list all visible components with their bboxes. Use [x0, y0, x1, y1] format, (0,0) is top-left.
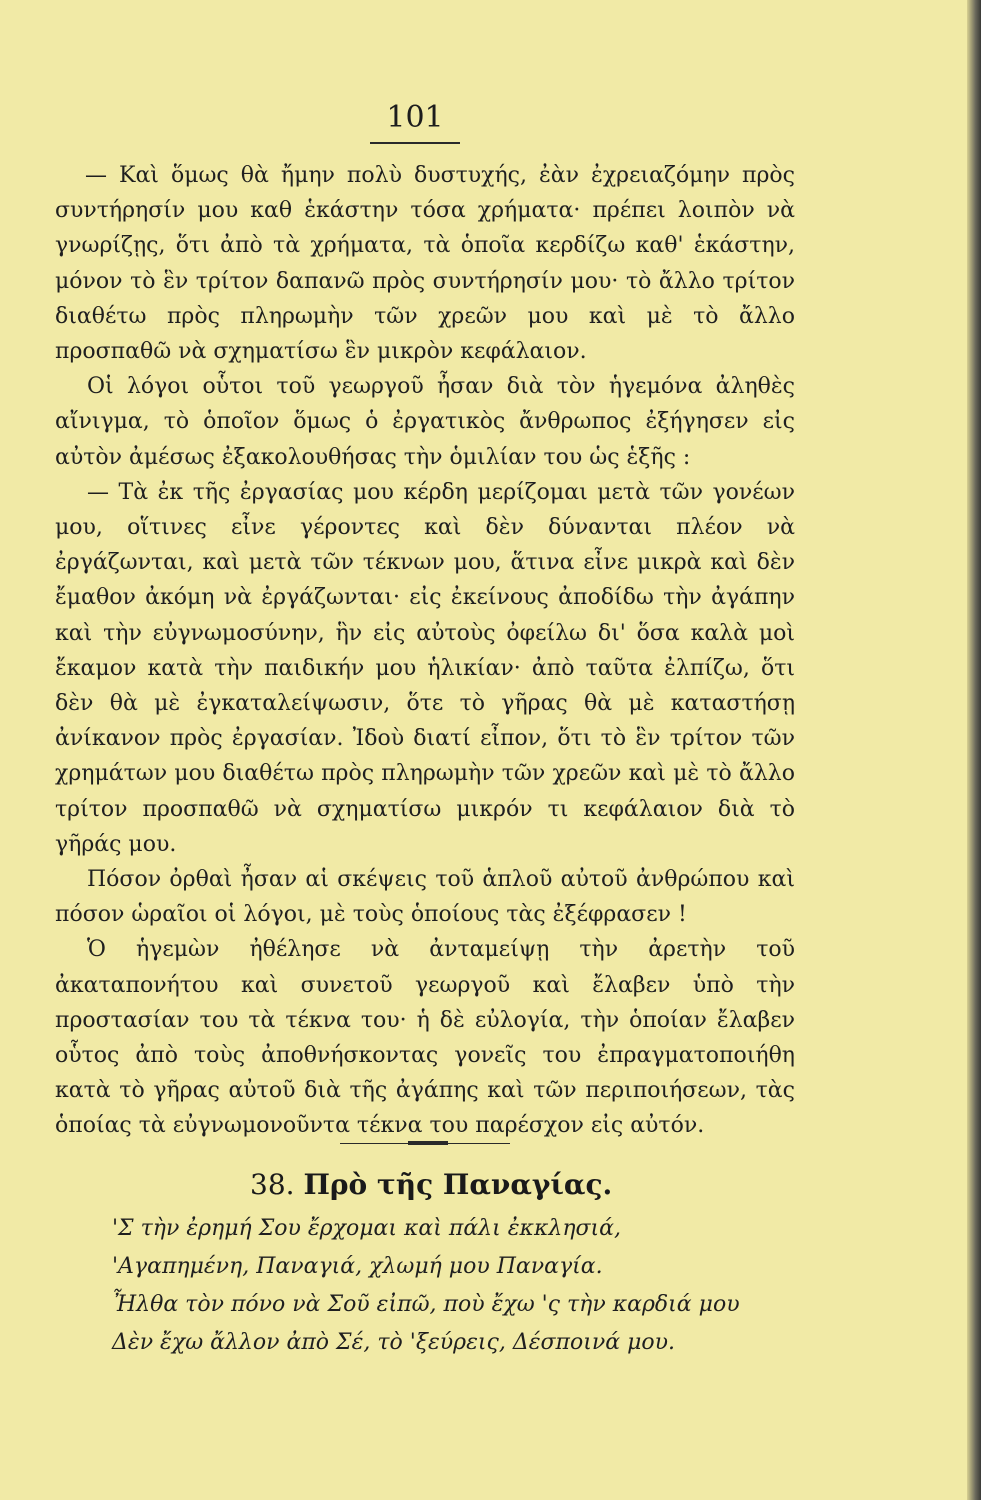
paragraph-2: Οἱ λόγοι οὗτοι τοῦ γεωργοῦ ἦσαν διὰ τὸν ἡγεμόνα ἀληθὲς αἴνιγμα, τὸ ὁποῖον ὅμως ὁ ἐργατικὸς ἄνθρωπος ἐξήγησεν εἰς αὐτὸν ἀμέσως ἐξακολουθήσας τὴν ὁμιλίαν του ὡς ἑξῆς :: [55, 374, 795, 470]
section-divider-ornament: [408, 1141, 448, 1145]
paragraph-4: Πόσον ὀρθαὶ ἦσαν αἱ σκέψεις τοῦ ἁπλοῦ αὐτοῦ ἀνθρώπου καὶ πόσον ὡραῖοι οἱ λόγοι, μὲ τοὺς ὁποίους τὰς ἐξέφρασεν !: [55, 867, 795, 928]
body-text: [55, 158, 795, 1144]
poem-line: Ἦλθα τὸν πόνο νὰ Σοῦ εἰπῶ, ποὺ ἔχω 'ς τὴν καρδιά μου: [112, 1292, 740, 1317]
poem-line: 'Αγαπημένη, Παναγιά, χλωμή μου Παναγία.: [112, 1254, 603, 1279]
poem-line: 'Σ τὴν ἐρημή Σου ἔρχομαι καὶ πάλι ἐκκλησιά,: [112, 1216, 622, 1241]
paragraph-5: Ὁ ἡγεμὼν ἠθέλησε νὰ ἀνταμείψῃ τὴν ἀρετὴν τοῦ ἀκαταπονήτου καὶ συνετοῦ γεωργοῦ καὶ ἔλαβεν ὑπὸ τὴν προστασίαν του τὰ τέκνα του· ἡ δὲ εὐλογία, τὴν ὁποίαν ἔλαβεν οὗτος ἀπὸ τοὺς ἀποθνήσκοντας γονεῖς του ἐπραγματοποιήθη κατὰ τὸ γῆρας αὐτοῦ διὰ τῆς ἀγάπης καὶ τῶν περιποιήσεων, τὰς ὁποίας τὰ εὐγνωμονοῦντα τέκνα του παρέσχον εἰς αὐτόν.: [55, 937, 795, 1139]
section-title: Πρὸ τῆς Παναγίας.: [303, 1168, 613, 1201]
section-number: 38.: [250, 1168, 295, 1201]
page-number: 101: [386, 100, 444, 135]
section-heading: [250, 1168, 670, 1201]
poem: [112, 1210, 812, 1362]
poem-line: Δὲν ἔχω ἄλλον ἀπὸ Σέ, τὸ 'ξεύρεις, Δέσποινά μου.: [112, 1330, 675, 1355]
paragraph-3: — Τὰ ἐκ τῆς ἐργασίας μου κέρδη μερίζομαι μετὰ τῶν γονέων μου, οἵτινες εἶνε γέροντες καὶ δὲν δύνανται πλέον νὰ ἐργάζωνται, καὶ μετὰ τῶν τέκνων μου, ἅτινα εἶνε μικρὰ καὶ δὲν ἔμαθον ἀκόμη νὰ ἐργάζωνται· εἰς ἐκείνους ἀποδίδω τὴν ἀγάπην καὶ τὴν εὐγνωμοσύνην, ἣν εἰς αὐτοὺς ὀφείλω δι' ὅσα καλὰ μοὶ ἔκαμον κατὰ τὴν παιδικήν μου ἡλικίαν· ἀπὸ ταῦτα ἐλπίζω, ὅτι δὲν θὰ μὲ ἐγκαταλείψωσιν, ὅτε τὸ γῆρας θὰ μὲ καταστήσῃ ἀνίκανον πρὸς ἐργασίαν. Ἰδοὺ διατί εἶπον, ὅτι τὸ ἓν τρίτον τῶν χρημάτων μου διαθέτω πρὸς πληρωμὴν τῶν χρεῶν καὶ μὲ τὸ ἄλλο τρίτον προσπαθῶ νὰ σχηματίσω μικρόν τι κεφάλαιον διὰ τὸ γῆράς μου.: [55, 479, 795, 857]
page-edge-shadow: [967, 0, 981, 1500]
page-number-underline: [370, 142, 460, 144]
paragraph-1: — Καὶ ὅμως θὰ ἤμην πολὺ δυστυχής, ἐὰν ἐχρειαζόμην πρὸς συντήρησίν μου καθ ἑκάστην τόσα χρήματα· πρέπει λοιπὸν νὰ γνωρίζῃς, ὅτι ἀπὸ τὰ χρήματα, τὰ ὁποῖα κερδίζω καθ' ἑκάστην, μόνον τὸ ἓν τρίτον δαπανῶ πρὸς συντήρησίν μου· τὸ ἄλλο τρίτον διαθέτω πρὸς πληρωμὴν τῶν χρεῶν μου καὶ μὲ τὸ ἄλλο προσπαθῶ νὰ σχηματίσω ἓν μικρὸν κεφάλαιον.: [55, 163, 795, 365]
